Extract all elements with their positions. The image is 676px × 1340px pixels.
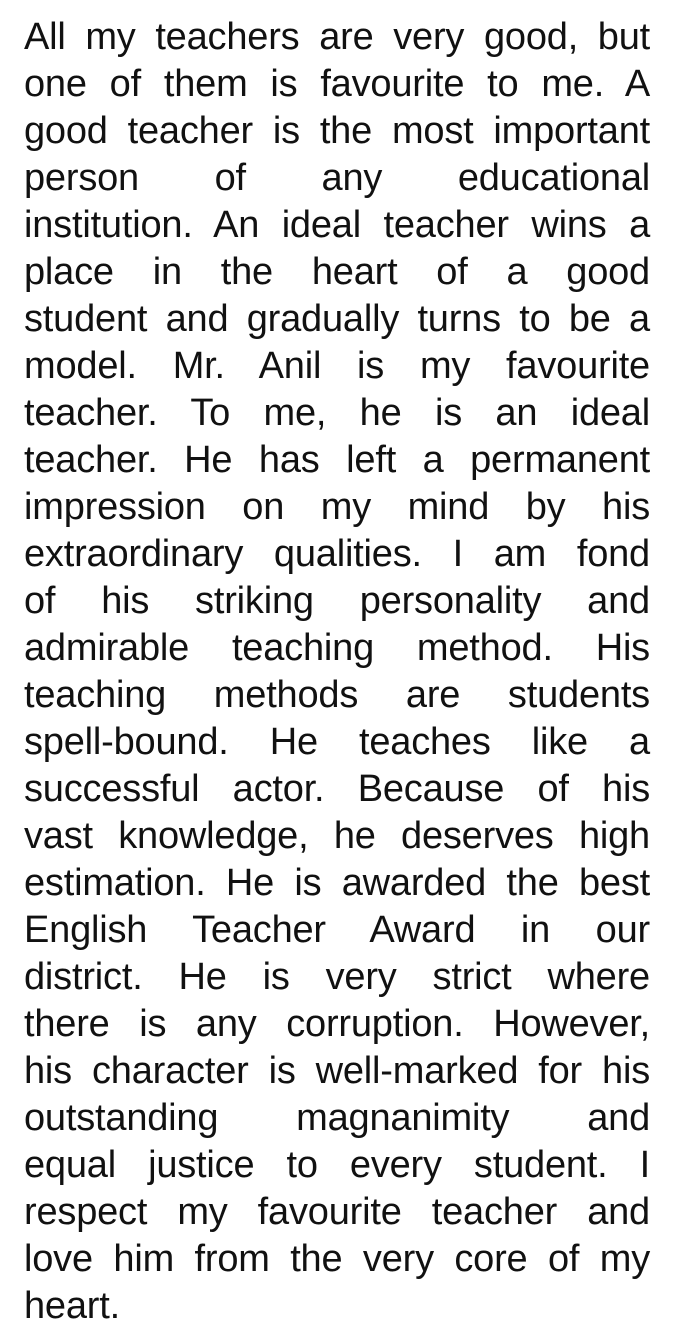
essay-line-28: heart. <box>24 1285 120 1327</box>
essay-line-19: estimation. He is awarded the best <box>24 862 650 904</box>
essay-line-14: admirable teaching method. His <box>24 627 650 669</box>
essay-line-25: equal justice to every student. I <box>24 1144 650 1186</box>
essay-line-27: love him from the very core of my <box>24 1238 650 1280</box>
essay-line-9: teacher. To me, he is an ideal <box>24 392 650 434</box>
essay-line-3: good teacher is the most important <box>24 110 650 152</box>
essay-line-21: district. He is very strict where <box>24 956 650 998</box>
essay-line-15: teaching methods are students <box>24 674 650 716</box>
essay-line-4: person of any educational <box>24 157 650 199</box>
essay-line-24: outstanding magnanimity and <box>24 1097 650 1139</box>
essay-line-10: teacher. He has left a permanent <box>24 439 650 481</box>
essay-line-17: successful actor. Because of his <box>24 768 650 810</box>
essay-line-6: place in the heart of a good <box>24 251 650 293</box>
essay-line-8: model. Mr. Anil is my favourite <box>24 345 650 387</box>
essay-paragraph <box>24 14 650 1330</box>
essay-line-26: respect my favourite teacher and <box>24 1191 650 1233</box>
essay-line-16: spell-bound. He teaches like a <box>24 721 650 763</box>
essay-line-22: there is any corruption. However, <box>24 1003 650 1045</box>
essay-line-2: one of them is favourite to me. A <box>24 63 650 105</box>
essay-line-11: impression on my mind by his <box>24 486 650 528</box>
essay-line-12: extraordinary qualities. I am fond <box>24 533 650 575</box>
essay-line-7: student and gradually turns to be a <box>24 298 650 340</box>
essay-line-18: vast knowledge, he deserves high <box>24 815 650 857</box>
essay-line-5: institution. An ideal teacher wins a <box>24 204 650 246</box>
essay-line-1: All my teachers are very good, but <box>24 16 650 58</box>
essay-line-23: his character is well-marked for his <box>24 1050 650 1092</box>
essay-line-20: English Teacher Award in our <box>24 909 650 951</box>
essay-line-13: of his striking personality and <box>24 580 650 622</box>
